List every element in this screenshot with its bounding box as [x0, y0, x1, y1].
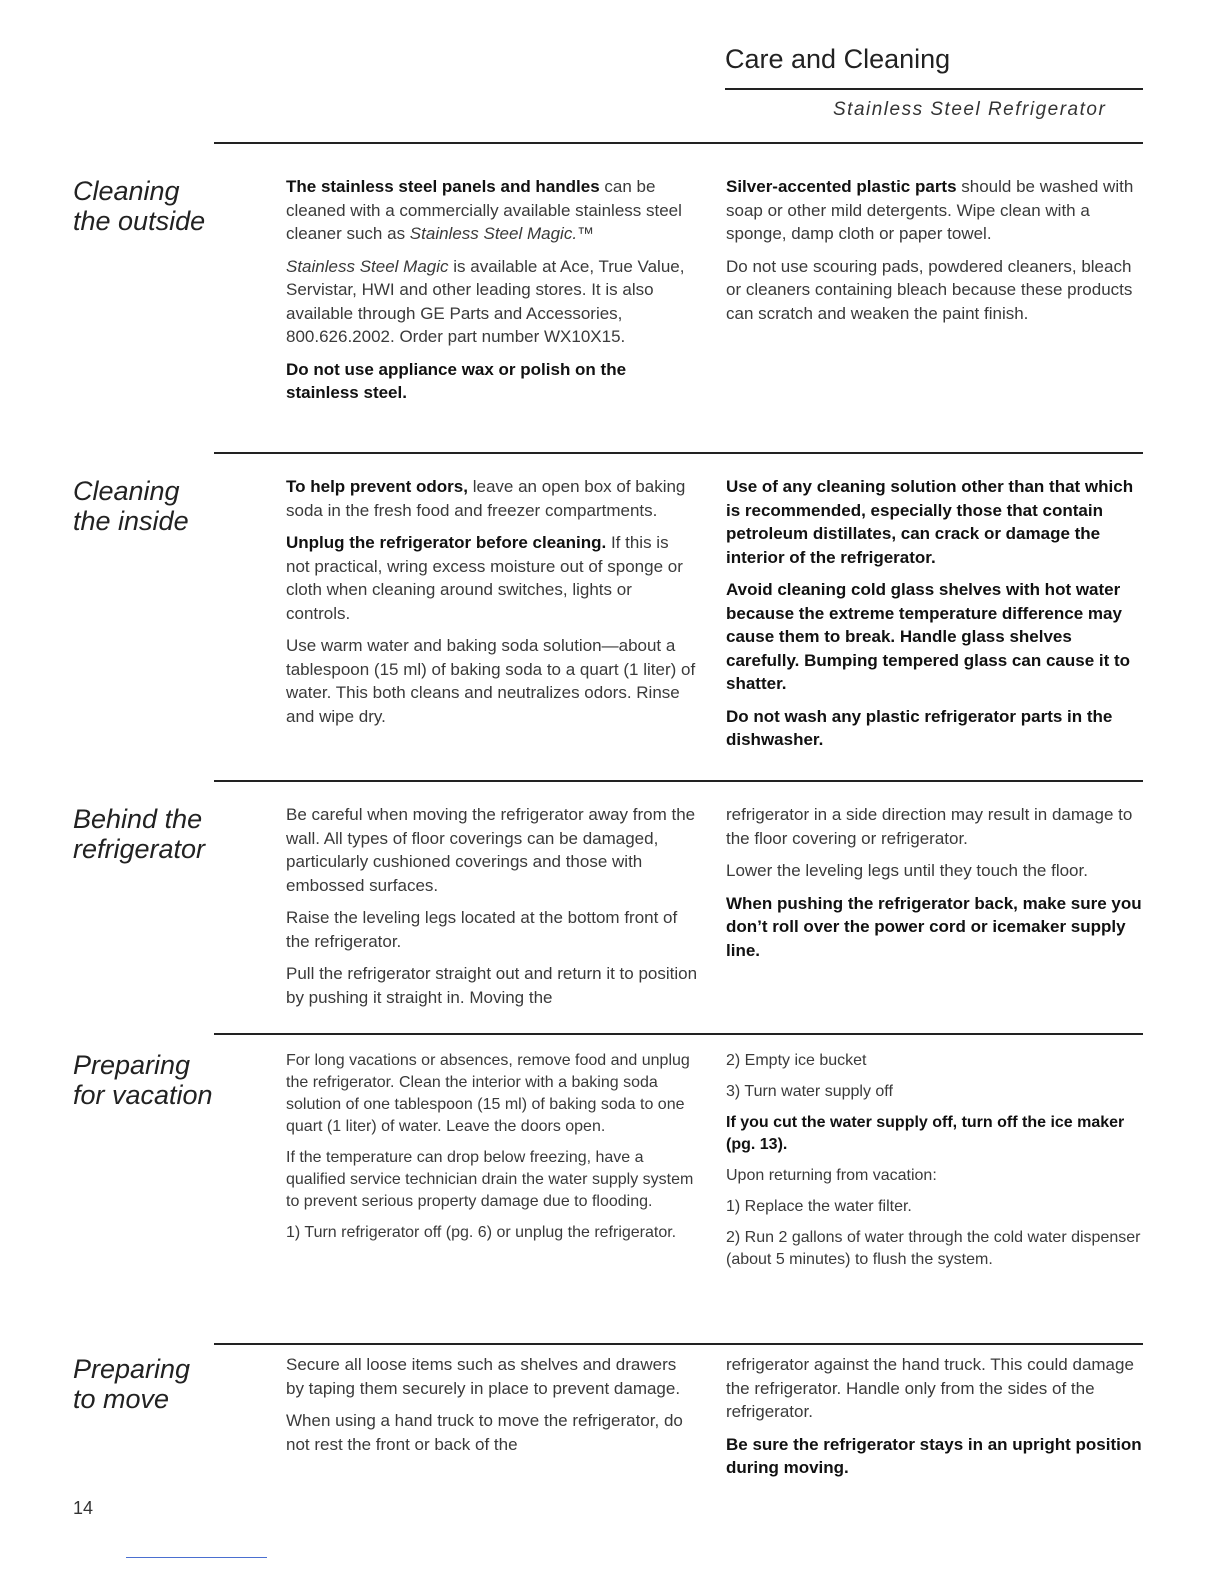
section-divider — [214, 142, 1143, 144]
italic-text: Stainless Steel Magic.™ — [409, 224, 595, 243]
page-number: 14 — [73, 1498, 94, 1518]
warning-text: Use of any cleaning solution other than that which is recommended, especially those that contain petroleum distillates, can crack or damage the interior of the refrigerator. — [726, 477, 1134, 567]
section-divider — [214, 452, 1143, 454]
paragraph: Do not use scouring pads, powdered cleaners, bleach or cleaners containing bleach because these products can scratch and weaken the paint finish. — [726, 256, 1133, 323]
paragraph — [726, 175, 1142, 246]
paragraph: Pull the refrigerator straight out and return it to position by pushing it straight in. Moving the — [286, 964, 698, 1007]
body-text: can be cleaned with a commercially available stainless steel cleaner such as — [286, 177, 682, 243]
bold-text: The stainless steel panels and handles — [286, 177, 600, 196]
paragraph: 1) Turn refrigerator off (pg. 6) or unplug the refrigerator. — [286, 1224, 677, 1241]
section-divider — [214, 1033, 1143, 1035]
paragraph — [286, 531, 696, 625]
section-right-column — [726, 803, 1142, 971]
page-title: Care and Cleaning — [725, 44, 951, 74]
warning-text: Do not use appliance wax or polish on the stainless steel. — [286, 359, 627, 402]
section-left-column — [286, 475, 696, 737]
italic-text: Stainless Steel Magic — [286, 256, 449, 276]
bold-text: To help prevent odors, — [286, 477, 468, 496]
section-left-column — [286, 803, 698, 1018]
bold-text: Silver-accented plastic parts — [726, 177, 957, 196]
section-title-cleaning-outside — [73, 176, 205, 236]
paragraph: Be careful when moving the refrigerator away from the wall. All types of floor coverings can be damaged, particularly cushioned coverings and those with embossed surfaces. — [286, 805, 696, 895]
paragraph — [286, 255, 696, 349]
warning-text: When pushing the refrigerator back, make sure you don’t roll over the power cord or icemaker supply line. — [726, 893, 1142, 960]
paragraph: refrigerator against the hand truck. This could damage the refrigerator. Handle only from the sides of the refrigerator. — [726, 1355, 1134, 1421]
section-title-cleaning-inside — [73, 476, 189, 536]
section-title-preparing-vacation — [73, 1050, 213, 1110]
section-title-line: Preparing — [73, 1050, 191, 1080]
section-left-column — [286, 1050, 698, 1253]
list-item: 3) Turn water supply off — [726, 1083, 893, 1100]
body-text: is available at Ace, True Value, Servistar, HWI and other leading stores. It is also available through GE Parts and Accessories, 800.626.2002. Order part number WX10X15. — [286, 256, 685, 346]
section-title-line: Preparing — [73, 1354, 191, 1384]
section-right-column — [726, 175, 1142, 334]
list-item: 2) Empty ice bucket — [726, 1052, 867, 1069]
section-left-column — [286, 1353, 686, 1465]
paragraph: Use warm water and baking soda solution—about a tablespoon (15 ml) of baking soda to a quart (1 liter) of water. This both cleans and neutralizes odors. Rinse and wipe dry. — [286, 636, 696, 726]
paragraph: Secure all loose items such as shelves and drawers by taping them securely in place to prevent damage. — [286, 1355, 681, 1398]
section-divider — [214, 1343, 1143, 1345]
section-left-column — [286, 175, 696, 414]
bold-text: Unplug the refrigerator before cleaning. — [286, 533, 607, 552]
paragraph — [286, 175, 696, 246]
footer-line — [126, 1557, 267, 1558]
header-rule — [725, 88, 1143, 90]
warning-text: Avoid cleaning cold glass shelves with hot water because the extreme temperature difference may cause them to break. Handle glass shelves carefully. Bumping tempered glass can cause it to shatter. — [726, 580, 1131, 693]
list-item: 2) Run 2 gallons of water through the cold water dispenser (about 5 minutes) to flush the system. — [726, 1229, 1141, 1268]
warning-text: Do not wash any plastic refrigerator parts in the dishwasher. — [726, 706, 1113, 749]
section-title-line: the outside — [73, 206, 206, 236]
paragraph: Raise the leveling legs located at the bottom front of the refrigerator. — [286, 908, 678, 951]
section-title-line: for vacation — [73, 1080, 213, 1110]
section-right-column — [726, 1353, 1142, 1489]
body-text: should be washed with soap or other mild detergents. Wipe clean with a sponge, damp cloth or paper towel. — [726, 177, 1134, 243]
paragraph: When using a hand truck to move the refrigerator, do not rest the front or back of the — [286, 1411, 683, 1454]
section-title-line: Behind the — [73, 804, 203, 834]
section-title-line: to move — [73, 1384, 170, 1414]
list-item: 1) Replace the water filter. — [726, 1198, 912, 1215]
section-title-line: refrigerator — [73, 834, 206, 864]
page-subtitle: Stainless Steel Refrigerator — [833, 99, 1107, 120]
paragraph: Lower the leveling legs until they touch the floor. — [726, 861, 1088, 880]
warning-text: If you cut the water supply off, turn off the ice maker (pg. 13). — [726, 1114, 1125, 1153]
section-right-column — [726, 475, 1142, 761]
section-title-behind-refrigerator — [73, 804, 205, 864]
section-right-column — [726, 1050, 1142, 1280]
body-text: leave an open box of baking soda in the fresh food and freezer compartments. — [286, 477, 686, 520]
section-title-preparing-move — [73, 1354, 190, 1414]
section-title-line: Cleaning — [73, 476, 180, 506]
paragraph: Upon returning from vacation: — [726, 1167, 937, 1184]
warning-text: Be sure the refrigerator stays in an upright position during moving. — [726, 1434, 1142, 1477]
body-text: If this is not practical, wring excess moisture out of sponge or cloth when cleaning around switches, lights or controls. — [286, 533, 683, 623]
paragraph: If the temperature can drop below freezing, have a qualified service technician drain the water supply system to prevent serious property damage due to flooding. — [286, 1149, 694, 1210]
section-divider — [214, 780, 1143, 782]
paragraph: refrigerator in a side direction may result in damage to the floor covering or refrigerator. — [726, 805, 1133, 848]
paragraph: For long vacations or absences, remove food and unplug the refrigerator. Clean the interior with a baking soda solution of one tablespoon (15 ml) of baking soda to one quart (1 liter) of water. Leave the doors open. — [286, 1052, 690, 1135]
section-title-line: the inside — [73, 506, 189, 536]
paragraph — [286, 475, 696, 522]
section-title-line: Cleaning — [73, 176, 180, 206]
